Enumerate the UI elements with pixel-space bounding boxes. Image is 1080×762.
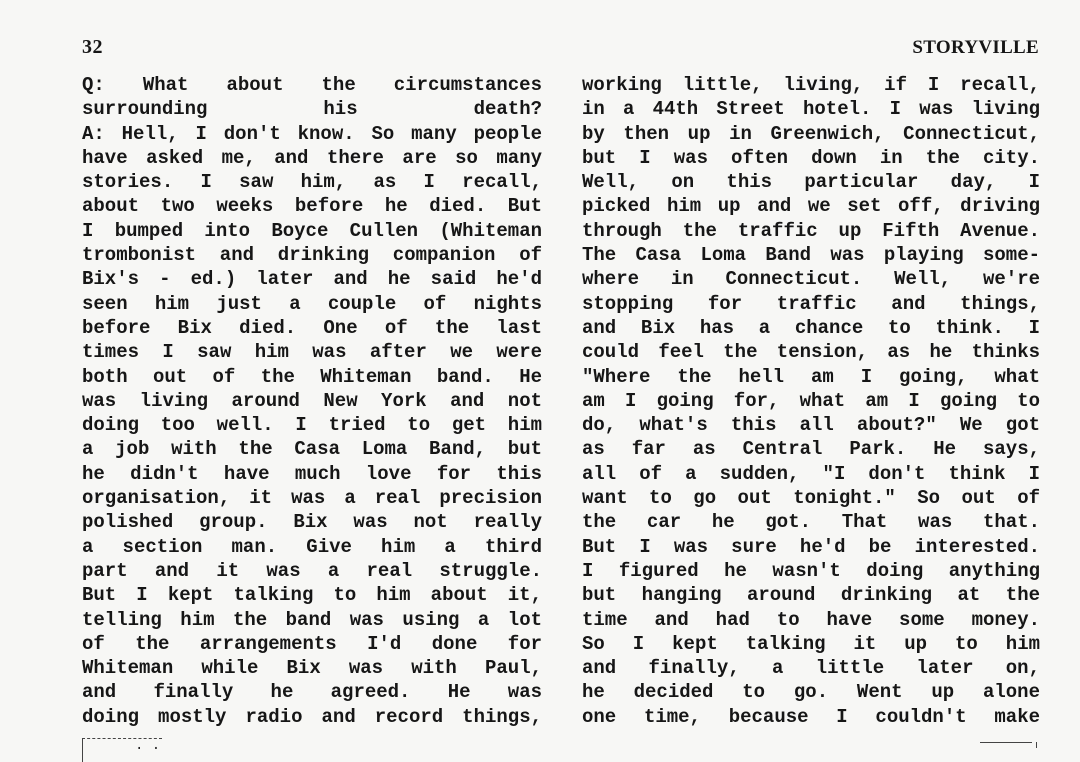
bottom-left-tick (82, 738, 83, 762)
bottom-dots: · · (135, 741, 161, 757)
text-line: But I kept talking to him about it, (82, 584, 542, 607)
text-line: Well, on this particular day, I (582, 171, 1040, 194)
running-head: STORYVILLE (912, 37, 1039, 58)
text-line: the car he got. That was that. (582, 511, 1040, 534)
text-line: a section man. Give him a third (82, 535, 542, 558)
text-line: Whiteman while Bix was with Paul, (82, 657, 542, 680)
text-line: stopping for traffic and things, (582, 292, 1040, 315)
text-line: I figured he wasn't doing anything (582, 559, 1040, 582)
text-line: I bumped into Boyce Cullen (Whiteman (82, 219, 542, 242)
text-line: surrounding his death? (82, 98, 542, 121)
text-line: but hanging around drinking at the (582, 584, 1040, 607)
text-line: was living around New York and not (82, 389, 542, 412)
bottom-right-rule (980, 742, 1032, 743)
text-line: of the arrangements I'd done for (82, 632, 542, 655)
text-line: Bix's - ed.) later and he said he'd (82, 268, 542, 291)
left-column (82, 73, 542, 729)
text-line: working little, living, if I recall, (582, 74, 1040, 96)
text-line: doing mostly radio and record things, (82, 705, 542, 728)
text-line: times I saw him was after we were (82, 341, 542, 364)
text-line: A: Hell, I don't know. So many people (82, 122, 542, 145)
text-line: picked him up and we set off, driving (582, 195, 1040, 218)
text-line: But I was sure he'd be interested. (582, 535, 1040, 558)
text-line: time and had to have some money. (582, 608, 1040, 631)
bottom-right-corner (1030, 742, 1037, 748)
text-line: he decided to go. Went up alone (582, 681, 1040, 704)
text-line: by then up in Greenwich, Connecticut, (582, 122, 1040, 145)
text-line: as far as Central Park. He says, (582, 438, 1040, 461)
text-line: part and it was a real struggle. (82, 559, 542, 582)
text-line: trombonist and drinking companion of (82, 244, 542, 267)
text-line: polished group. Bix was not really (82, 511, 542, 534)
bottom-left-rule (82, 738, 162, 739)
right-column (582, 73, 1040, 729)
text-line: a job with the Casa Loma Band, but (82, 438, 542, 461)
text-line: through the traffic up Fifth Avenue. (582, 219, 1040, 242)
text-line: The Casa Loma Band was playing some- (582, 244, 1040, 267)
text-line: "Where the hell am I going, what (582, 365, 1040, 388)
text-line: am I going for, what am I going to (582, 389, 1040, 412)
text-line: could feel the tension, as he thinks (582, 341, 1040, 364)
text-line: but I was often down in the city. (582, 146, 1040, 169)
text-line: seen him just a couple of nights (82, 292, 542, 315)
page-number: 32 (82, 36, 103, 58)
text-line: and finally he agreed. He was (82, 681, 542, 704)
text-line: where in Connecticut. Well, we're (582, 268, 1040, 291)
text-line: both out of the Whiteman band. He (82, 365, 542, 388)
text-line: want to go out tonight." So out of (582, 487, 1040, 510)
text-line: So I kept talking it up to him (582, 632, 1040, 655)
text-line: in a 44th Street hotel. I was living (582, 98, 1040, 121)
text-line: doing too well. I tried to get him (82, 414, 542, 437)
text-line: he didn't have much love for this (82, 462, 542, 485)
text-line: Q: What about the circumstances (82, 74, 542, 96)
text-line: and Bix has a chance to think. I (582, 316, 1040, 339)
text-line: all of a sudden, "I don't think I (582, 462, 1040, 485)
text-line: have asked me, and there are so many (82, 146, 542, 169)
text-line: stories. I saw him, as I recall, (82, 171, 542, 194)
text-line: one time, because I couldn't make (582, 705, 1040, 728)
text-line: organisation, it was a real precision (82, 487, 542, 510)
text-line: before Bix died. One of the last (82, 316, 542, 339)
text-line: and finally, a little later on, (582, 657, 1040, 680)
text-line: telling him the band was using a lot (82, 608, 542, 631)
text-line: do, what's this all about?" We got (582, 414, 1040, 437)
text-line: about two weeks before he died. But (82, 195, 542, 218)
